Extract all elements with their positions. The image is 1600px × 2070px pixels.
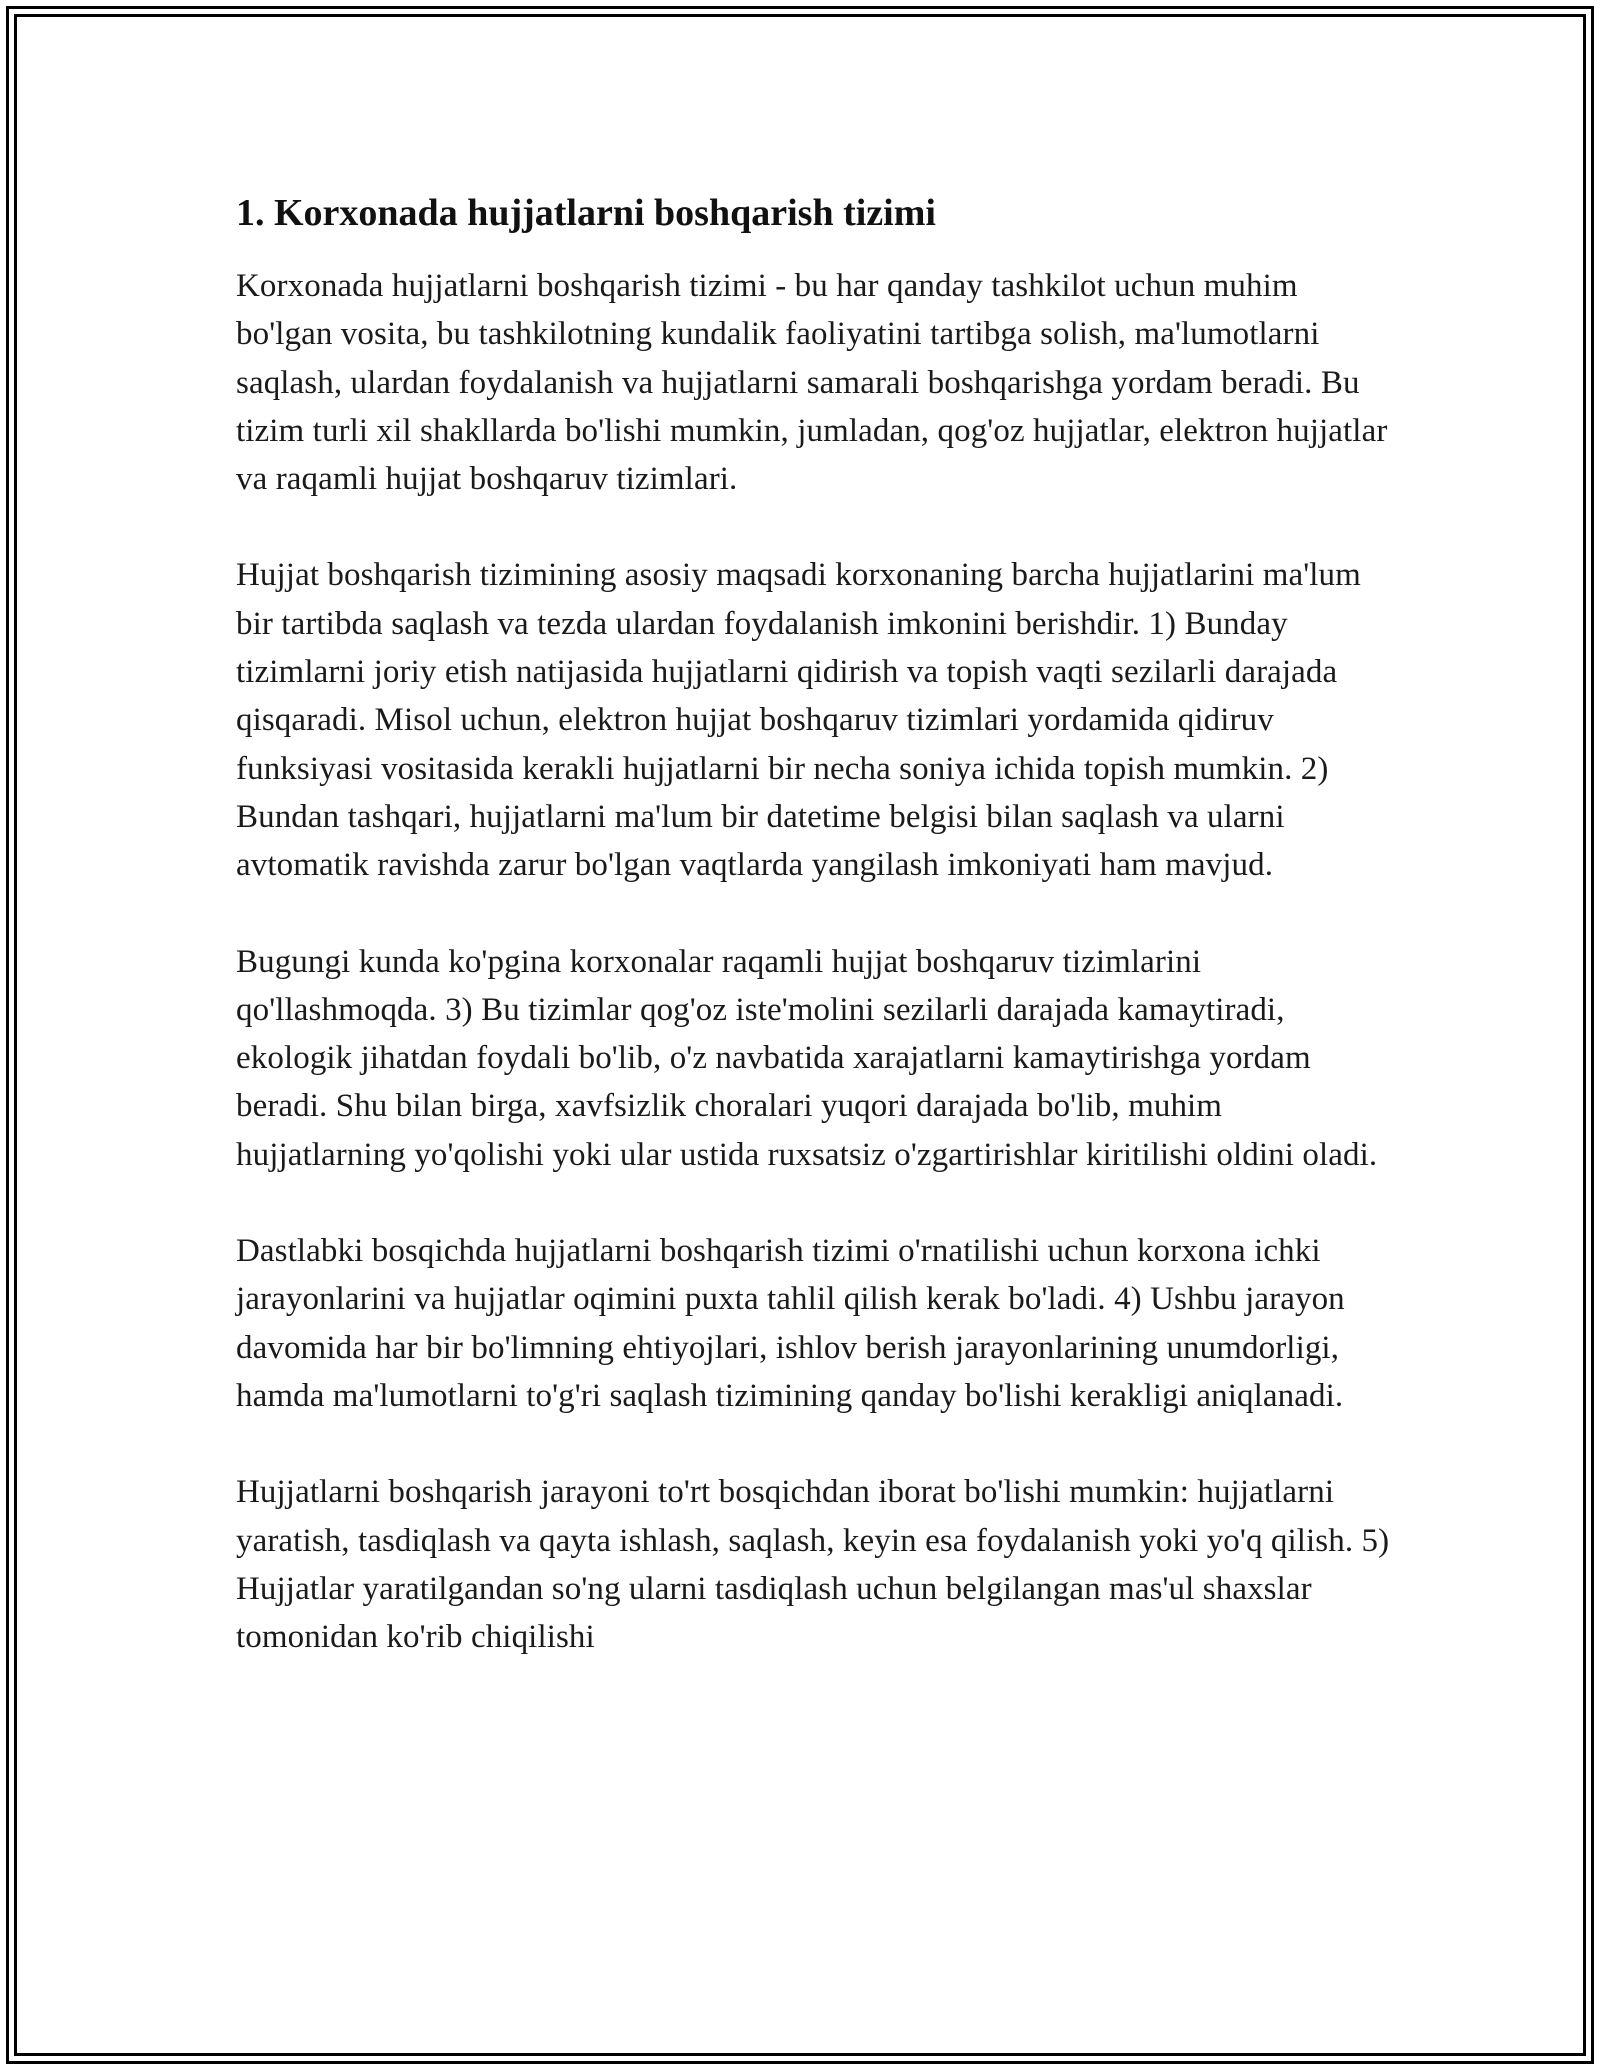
paragraph: Hujjatlarni boshqarish jarayoni to'rt bosqichdan iborat bo'lishi mumkin: hujjatlarni yaratish, tasdiqlash va qayta ishlash, saqlash, keyin esa foydalanish yoki yo'q qilish. 5) Hujjatlar yaratilgandan so'ng ularni tasdiqlash uchun belgilangan mas'ul shaxslar tomonidan ko'rib chiqilishi xyxy=(236,1474,1390,1656)
paragraph: Korxonada hujjatlarni boshqarish tizimi - bu har qanday tashkilot uchun muhim bo'lgan vosita, bu tashkilotning kundalik faoliyatini tartibga solish, ma'lumotlarni saqlash, ulardan foydalanish va hujjatlarni samarali boshqarishga yordam beradi. Bu tizim turli xil shakllarda bo'lishi mumkin, jumladan, qog'oz hujjatlar, elektron hujjatlar va raqamli hujjat boshqaruv tizimlari. xyxy=(236,268,1388,498)
paragraph: Dastlabki bosqichda hujjatlarni boshqarish tizimi o'rnatilishi uchun korxona ichki jarayonlarini va hujjatlar oqimini puxta tahlil qilish kerak bo'ladi. 4) Ushbu jarayon davomida har bir bo'limning ehtiyojlari, ishlov berish jarayonlarining unumdorligi, hamda ma'lumotlarni to'g'ri saqlash tizimining qanday bo'lishi kerakligi aniqlanadi. xyxy=(236,1233,1345,1414)
document-title: 1. Korxonada hujjatlarni boshqarish tizimi xyxy=(236,192,936,234)
paragraph: Bugungi kunda ko'pgina korxonalar raqamli hujjat boshqaruv tizimlarini qo'llashmoqda. 3) Bu tizimlar qog'oz iste'molini sezilarli darajada kamaytiradi, ekologik jihatdan foydali bo'lib, o'z navbatida xarajatlarni kamaytirishga yordam beradi. Shu bilan birga, xavfsizlik choralari yuqori darajada bo'lib, muhim hujjatlarning yo'qolishi yoki ular ustida ruxsatsiz o'zgartirishlar kiritilishi oldini oladi. xyxy=(236,943,1378,1173)
document-body xyxy=(236,188,1396,1661)
paragraph: Hujjat boshqarish tizimining asosiy maqsadi korxonaning barcha hujjatlarini ma'lum bir tartibda saqlash va tezda ulardan foydalanish imkonini berishdir. 1) Bunday tizimlarni joriy etish natijasida hujjatlarni qidirish va topish vaqti sezilarli darajada qisqaradi. Misol uchun, elektron hujjat boshqaruv tizimlari yordamida qidiruv funksiyasi vositasida kerakli hujjatlarni bir necha soniya ichida topish mumkin. 2) Bundan tashqari, hujjatlarni ma'lum bir datetime belgisi bilan saqlash va ularni avtomatik ravishda zarur bo'lgan vaqtlarda yangilash imkoniyati ham mavjud. xyxy=(236,557,1361,884)
